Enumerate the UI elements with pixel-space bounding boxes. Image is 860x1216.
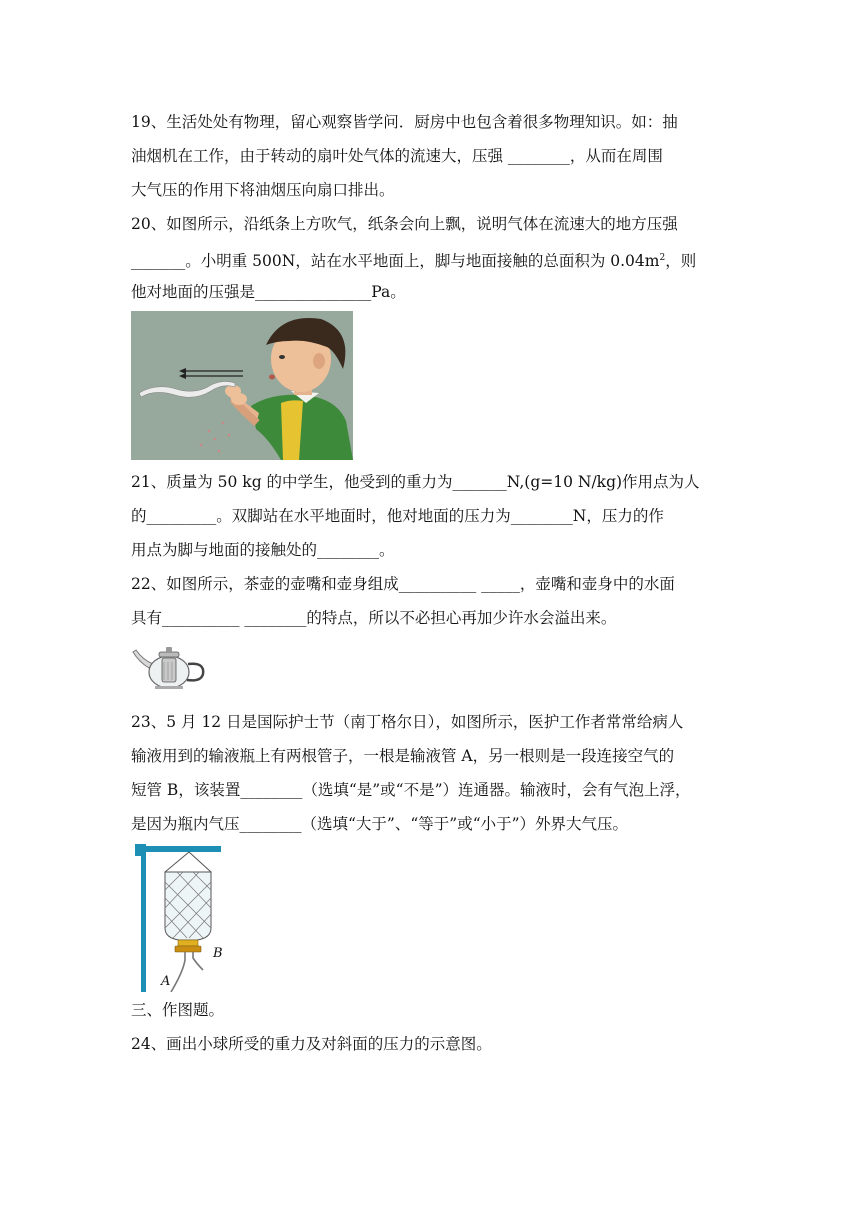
- q22-line-1: 22、如图所示，茶壶的壶嘴和壶身组成__________ _____，壶嘴和壶身中的水面: [131, 575, 675, 593]
- q20-line-2-superscript: 2: [659, 253, 666, 263]
- q23-line-2: 输液用到的输液瓶上有两根管子，一根是输液管 A，另一根则是一段连接空气的: [131, 747, 675, 765]
- q19-line-3: 大气压的作用下将油烟压向扇口排出。: [131, 181, 395, 199]
- section-3-heading: 三、作图题。: [131, 1001, 225, 1019]
- q20-line-2-end: ，则: [665, 252, 697, 271]
- infusion-bottle-drawing: [131, 842, 231, 992]
- q21-line-1: 21、质量为 50 kg 的中学生，他受到的重力为_______N,(g=10 N/kg)作用点为人: [131, 473, 700, 491]
- q20-line-2-text: _______。小明重 500N，站在水平地面上，脚与地面接触的总面积为 0.04m: [131, 252, 660, 271]
- q19-line-1: 19、生活处处有物理，留心观察皆学问．厨房中也包含着很多物理知识。如：抽: [131, 113, 678, 131]
- q21-line-3: 用点为脚与地面的接触处的________。: [131, 541, 395, 559]
- tube-a-label: A: [161, 974, 171, 989]
- infusion-bottle-figure: [131, 842, 231, 992]
- q21-line-2: 的_________。双脚站在水平地面时，他对地面的压力为________N，压力的作: [131, 507, 664, 525]
- q23-line-4: 是因为瓶内气压________（选填“大于”、“等于”或“小于”）外界大气压。: [131, 815, 629, 833]
- q24-line: 24、画出小球所受的重力及对斜面的压力的示意图。: [131, 1035, 492, 1053]
- q19-line-2: 油烟机在工作，由于转动的扇叶处气体的流速大，压强 ________，从而在周围: [131, 147, 663, 165]
- q20-line-3: 他对地面的压强是_______________Pa。: [131, 283, 406, 301]
- teapot-figure: [131, 642, 207, 692]
- q23-line-1: 23、5 月 12 日是国际护士节（南丁格尔日），如图所示，医护工作者常常给病人: [131, 713, 684, 731]
- q20-line-1: 20、如图所示，沿纸条上方吹气，纸条会向上飘，说明气体在流速大的地方压强: [131, 215, 678, 233]
- q20-line-2: [131, 248, 731, 271]
- tube-b-label: B: [213, 946, 223, 961]
- q22-line-2: 具有__________ ________的特点，所以不必担心再加少许水会溢出来。: [131, 609, 617, 627]
- q23-line-3: 短管 B，该装置________（选填“是”或“不是”）连通器。输液时，会有气泡上浮，: [131, 781, 691, 799]
- boy-blowing-paper-figure: [131, 311, 353, 460]
